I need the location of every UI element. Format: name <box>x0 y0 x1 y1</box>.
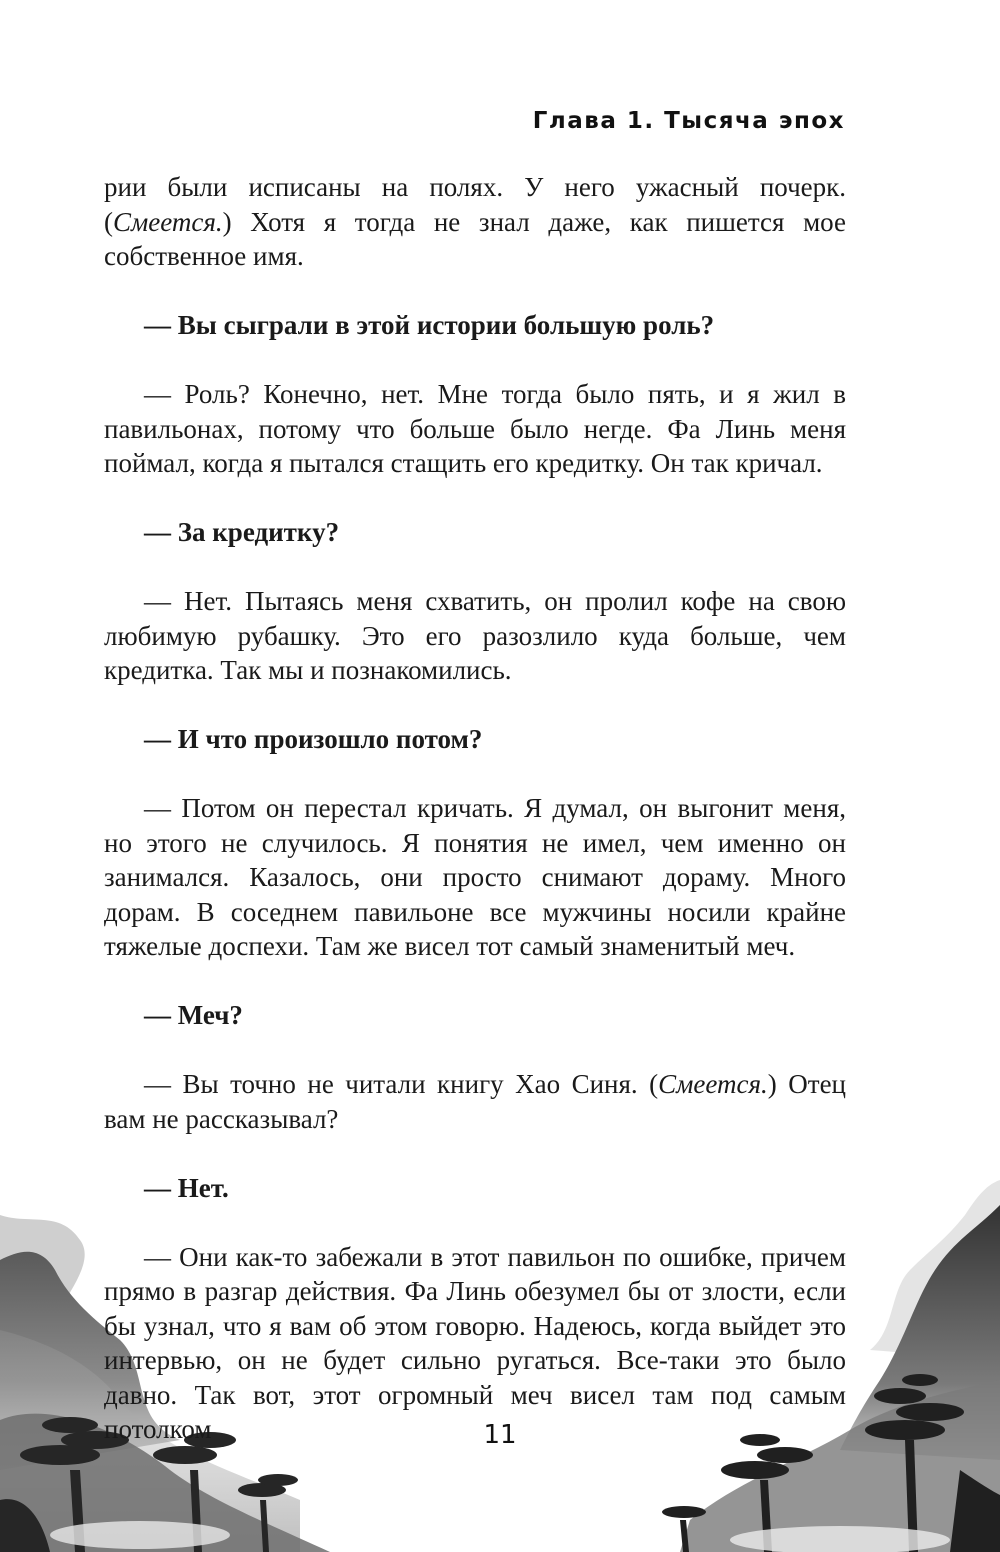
interview-answer: — Они как-то забежали в этот павильон по ошибке, причем прямо в разгар действия. Фа Линь обезумел бы от злости, если бы узнал, что я вам об этом говорю. Надеюсь, когда выйдет это интервью, он не будет сильно ругаться. Все-таки это было давно. Так вот, этот огромный меч висел там под самым потолком <box>104 1241 846 1444</box>
interview-answer: — Вы точно не читали книгу Хао Синя. (Смеется.) Отец вам не рассказывал? <box>104 1069 846 1134</box>
interview-answer: — Роль? Конечно, нет. Мне тогда было пять, и я жил в павильонах, потому что больше было негде. Фа Линь меня поймал, когда я пытался стащить его кредитку. Он так кричал. <box>104 379 846 478</box>
interview-question: — За кредитку? <box>144 517 340 547</box>
interview-answer: — Потом он перестал кричать. Я думал, он выгонит меня, но этого не случилось. Я понятия не имел, чем именно он занимался. Казалось, они просто снимают дораму. Много дорам. В соседнем павильоне все мужчины носили крайне тяжелые доспехи. Там же висел тот самый знаменитый меч. <box>104 793 846 961</box>
interview-question: — Меч? <box>144 1000 243 1030</box>
interview-question: — Вы сыграли в этой истории большую роль? <box>144 310 715 340</box>
paragraph-continuation: рии были исписаны на полях. У него ужасный почерк. (Смеется.) Хотя я тогда не знал даже, как пишется мое собственное имя. <box>104 172 846 271</box>
interview-answer: — Нет. Пытаясь меня схватить, он пролил кофе на свою любимую рубашку. Это его разозлило куда больше, чем кредитка. Так мы и познакомились. <box>104 586 846 685</box>
running-header: Глава 1. Тысяча эпох <box>532 108 845 134</box>
interview-question: — Нет. <box>144 1172 229 1203</box>
interview-question: — И что произошло потом? <box>144 724 483 754</box>
page-body <box>104 170 846 1447</box>
page-number: 11 <box>483 1420 517 1450</box>
